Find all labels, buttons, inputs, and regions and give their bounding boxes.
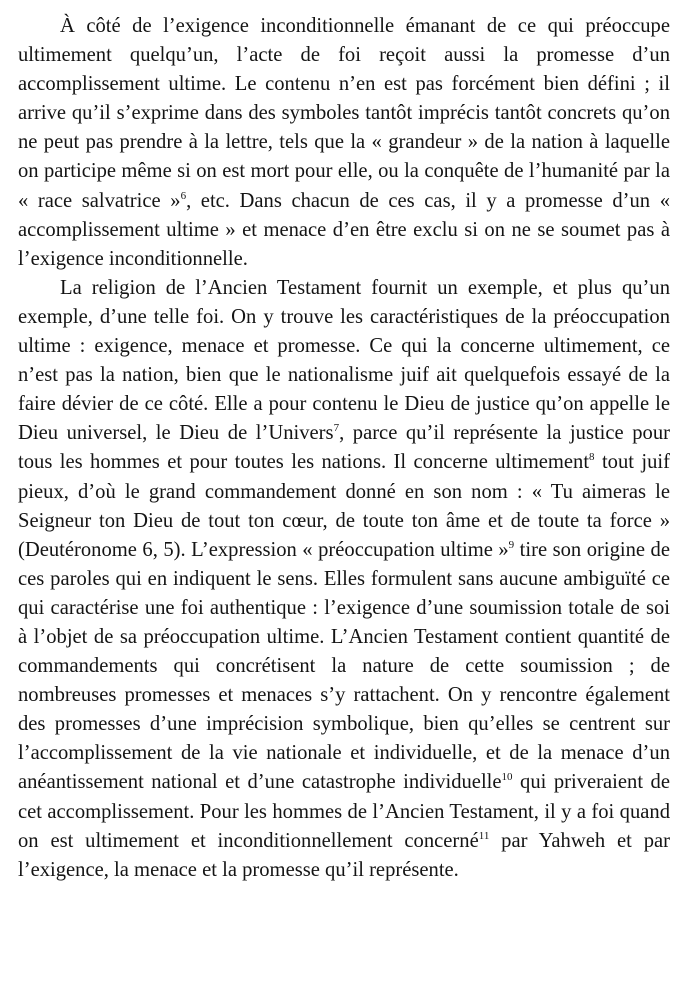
document-page	[18, 0, 670, 984]
footnote-ref: 7	[333, 422, 340, 435]
text-run: , parce qu’il représente la justice pour tous les hommes et pour toutes les nations. Il concerne ultimement	[18, 422, 670, 474]
text-run: À côté de l’exigence inconditionnelle émanant de ce qui préoccupe ultimement quelqu’un, l’acte de foi reçoit aussi la promesse d’un accomplissement ultime. Le contenu n’en est pas forcément bien défini ; il arrive qu’il s’exprime dans des symboles tantôt imprécis tantôt concrets qu’on ne peut pas prendre à la lettre, tels que la « grandeur » de la nation à laquelle on participe même si on est mort pour elle, ou la conquête de l’humanité par la « race salvatrice »	[18, 15, 670, 212]
footnote-ref: 11	[478, 829, 490, 842]
text-run: qui priveraient de cet accomplissement. Pour les hommes de l’Ancien Testament, il y a foi quand on est ultimement et inconditionnellement concerné	[18, 771, 670, 852]
text-run: par Yahweh et par l’exigence, la menace et la promesse qu’il représente.	[18, 829, 670, 881]
paragraph-1	[18, 12, 670, 274]
text-run: tout juif pieux, d’où le grand commandement donné en son nom : « Tu aimeras le Seigneur ton Dieu de tout ton cœur, de toute ton âme et de toute ta force » (Deutéronome 6, 5). L’expression « préoccupation ultime »	[18, 451, 670, 561]
text-run: La religion de l’Ancien Testament fournit un exemple, et plus qu’un exemple, d’une telle foi. On y trouve les caractéristiques de la préoccupation ultime : exigence, menace et promesse. Ce qui la concerne ultimement, ce n’est pas la nation, bien que le nationalisme juif ait quelquefois essayé de la faire dévier de ce côté. Elle a pour contenu le Dieu de justice qu’on appelle le Dieu universel, le Dieu de l’Univers	[18, 276, 670, 445]
footnote-ref: 10	[501, 771, 513, 784]
footnote-ref: 8	[589, 451, 595, 464]
footnote-ref: 6	[180, 189, 187, 202]
footnote-ref: 9	[508, 538, 515, 551]
text-run: tire son origine de ces paroles qui en indiquent le sens. Elles formulent sans aucune ambiguïté ce qui caractérise une foi authentique : l’exigence d’une soumission totale de soi à l’objet de sa préoccupation ultime. L’Ancien Testament contient quantité de commandements qui concrétisent la nature de cette soumission ; de nombreuses promesses et menaces s’y rattachent. On y rencontre également des promesses d’une imprécision symbolique, bien qu’elles se centrent sur l’accomplissement de la vie nationale et individuelle, et de la menace d’un anéantissement national et d’une catastrophe individuelle	[18, 538, 670, 794]
text-run: , etc. Dans chacun de ces cas, il y a promesse d’un « accomplissement ultime » et menace d’en être exclu si on ne se soumet pas à l’exigence inconditionnelle.	[18, 189, 670, 270]
paragraph-2	[18, 274, 670, 885]
